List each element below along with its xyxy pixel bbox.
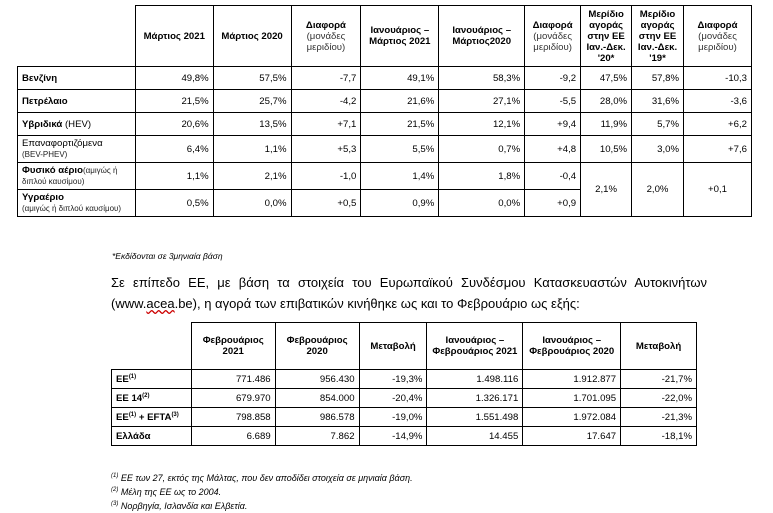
cell: 17.647 — [523, 427, 621, 446]
header-col-5: Ιανουάριος – Μάρτιος2020 — [439, 6, 525, 67]
cell: 31,6% — [632, 90, 684, 113]
cell: 5,7% — [632, 113, 684, 136]
cell: 0,5% — [135, 190, 213, 217]
cell: -21,7% — [621, 370, 697, 389]
header-col-2: Φεβρουάριος 2020 — [275, 323, 359, 370]
header-blank — [18, 6, 136, 67]
footnote-1: $^{(1)}$ ΕΕ των 27, εκτός της Μάλτας, που δεν αποδίδει στοιχεία σε μηνιαία βάση. — [111, 473, 413, 483]
header-col-3: Διαφορά (μονάδες μεριδίου) — [291, 6, 361, 67]
footnote-2: $^{(2)}$ Μέλη της ΕΕ ως το 2004. — [111, 487, 222, 497]
header-col-8: Μερίδιο αγοράς στην ΕΕ Ιαν.-Δεκ. '19* — [632, 6, 684, 67]
cell: -9,2 — [525, 67, 581, 90]
cell: 1.551.498 — [427, 408, 523, 427]
cell: -22,0% — [621, 389, 697, 408]
cell: 47,5% — [581, 67, 632, 90]
cell: 1.972.084 — [523, 408, 621, 427]
cell: -18,1% — [621, 427, 697, 446]
row-label: ΕΕ 14$^{(2)}$ — [112, 389, 192, 408]
cell: 679.970 — [191, 389, 275, 408]
cell: 1,4% — [361, 163, 439, 190]
header-col-6: Διαφορά (μονάδες μεριδίου) — [525, 6, 581, 67]
cell: 11,9% — [581, 113, 632, 136]
cell: 10,5% — [581, 136, 632, 163]
paragraph-line-2: (www.acea.be), η αγορά των επιβατικών κινήθηκε ως και το Φεβρουάριο ως εξής: — [111, 296, 580, 311]
cell: 6,4% — [135, 136, 213, 163]
row-label: Υγραέριο (αμιγώς ή διπλού καυσίμου) — [18, 190, 136, 217]
cell: 2,1% — [213, 163, 291, 190]
merged-cell: 2,0% — [632, 163, 684, 217]
table-row-eu14 — [112, 389, 697, 408]
merged-cell: 2,1% — [581, 163, 632, 217]
cell: 1.912.877 — [523, 370, 621, 389]
cell: -10,3 — [684, 67, 752, 90]
cell: -21,3% — [621, 408, 697, 427]
row-label: ΕΕ$^{(1)}$ — [112, 370, 192, 389]
row-label: $EE^{(1)}$ + $EFTA^{(3)}$ — [112, 408, 192, 427]
header-col-4: Ιανουάριος – Μάρτιος 2021 — [361, 6, 439, 67]
header-row — [18, 6, 752, 67]
cell: 49,1% — [361, 67, 439, 90]
cell: 1,1% — [213, 136, 291, 163]
cell: 12,1% — [439, 113, 525, 136]
cell: 1.701.095 — [523, 389, 621, 408]
header-blank — [112, 323, 192, 370]
cell: 20,6% — [135, 113, 213, 136]
row-label: Υβριδικά (HEV) — [18, 113, 136, 136]
header-col-1: Μάρτιος 2021 — [135, 6, 213, 67]
cell: +9,4 — [525, 113, 581, 136]
header-row — [112, 323, 697, 370]
header-col-6: Μεταβολή — [621, 323, 697, 370]
cell: 7.862 — [275, 427, 359, 446]
header-col-2: Μάρτιος 2020 — [213, 6, 291, 67]
header-col-7: Μερίδιο αγοράς στην ΕΕ Ιαν.-Δεκ. '20* — [581, 6, 632, 67]
cell: 21,6% — [361, 90, 439, 113]
table-row-petrol — [18, 67, 752, 90]
cell: -1,0 — [291, 163, 361, 190]
cell: -5,5 — [525, 90, 581, 113]
cell: 0,7% — [439, 136, 525, 163]
table-row-eu — [112, 370, 697, 389]
cell: -19,3% — [359, 370, 427, 389]
cell: 854.000 — [275, 389, 359, 408]
table-row-greece — [112, 427, 697, 446]
cell: 13,5% — [213, 113, 291, 136]
cell: 1.498.116 — [427, 370, 523, 389]
cell: 27,1% — [439, 90, 525, 113]
table-row-hybrid — [18, 113, 752, 136]
table-row-rechargeable — [18, 136, 752, 163]
cell: 14.455 — [427, 427, 523, 446]
row-label: Βενζίνη — [18, 67, 136, 90]
paragraph-line-1: Σε επίπεδο ΕΕ, με βάση τα στοιχεία του Ευρωπαϊκού Συνδέσμου Κατασκευαστών Αυτοκινήτων — [111, 275, 707, 290]
cell: 798.858 — [191, 408, 275, 427]
cell: 5,5% — [361, 136, 439, 163]
header-col-4: Ιανουάριος – Φεβρουάριος 2021 — [427, 323, 523, 370]
cell: -19,0% — [359, 408, 427, 427]
cell: -0,4 — [525, 163, 581, 190]
cell: 57,8% — [632, 67, 684, 90]
cell: 1,8% — [439, 163, 525, 190]
cell: 1,1% — [135, 163, 213, 190]
cell: 21,5% — [135, 90, 213, 113]
acea-link[interactable]: acea — [146, 296, 175, 311]
cell: 6.689 — [191, 427, 275, 446]
cell: 986.578 — [275, 408, 359, 427]
cell: +0,5 — [291, 190, 361, 217]
row-label: Επαναφορτιζόμενα (BEV-PHEV) — [18, 136, 136, 163]
eu-market-table — [111, 322, 697, 446]
table-row-diesel — [18, 90, 752, 113]
row-label: Φυσικό αέριο(αμιγώς ή διπλού καυσίμου) — [18, 163, 136, 190]
merged-cell: +0,1 — [684, 163, 752, 217]
cell: 57,5% — [213, 67, 291, 90]
cell: 0,9% — [361, 190, 439, 217]
cell: -14,9% — [359, 427, 427, 446]
fuel-share-table — [17, 5, 752, 217]
cell: 25,7% — [213, 90, 291, 113]
cell: -7,7 — [291, 67, 361, 90]
header-col-5: Ιανουάριος – Φεβρουάριος 2020 — [523, 323, 621, 370]
cell: +7,6 — [684, 136, 752, 163]
header-col-3: Μεταβολή — [359, 323, 427, 370]
header-col-1: Φεβρουάριος 2021 — [191, 323, 275, 370]
cell: +6,2 — [684, 113, 752, 136]
cell: 771.486 — [191, 370, 275, 389]
cell: 0,0% — [439, 190, 525, 217]
quarterly-note: *Εκδίδονται σε 3μηνιαία βάση — [112, 251, 223, 261]
cell: +0,9 — [525, 190, 581, 217]
table-row-eu-efta — [112, 408, 697, 427]
cell: +7,1 — [291, 113, 361, 136]
cell: -4,2 — [291, 90, 361, 113]
table-row-natural-gas — [18, 163, 752, 190]
cell: 1.326.171 — [427, 389, 523, 408]
footnote-3: $^{(3)}$ Νορβηγία, Ισλανδία και Ελβετία. — [111, 501, 248, 511]
row-label: Ελλάδα — [112, 427, 192, 446]
cell: 0,0% — [213, 190, 291, 217]
cell: 49,8% — [135, 67, 213, 90]
row-label: Πετρέλαιο — [18, 90, 136, 113]
header-col-9: Διαφορά (μονάδες μεριδίου) — [684, 6, 752, 67]
cell: 3,0% — [632, 136, 684, 163]
cell: 58,3% — [439, 67, 525, 90]
cell: +4,8 — [525, 136, 581, 163]
cell: -3,6 — [684, 90, 752, 113]
cell: -20,4% — [359, 389, 427, 408]
cell: 28,0% — [581, 90, 632, 113]
cell: +5,3 — [291, 136, 361, 163]
cell: 21,5% — [361, 113, 439, 136]
cell: 956.430 — [275, 370, 359, 389]
